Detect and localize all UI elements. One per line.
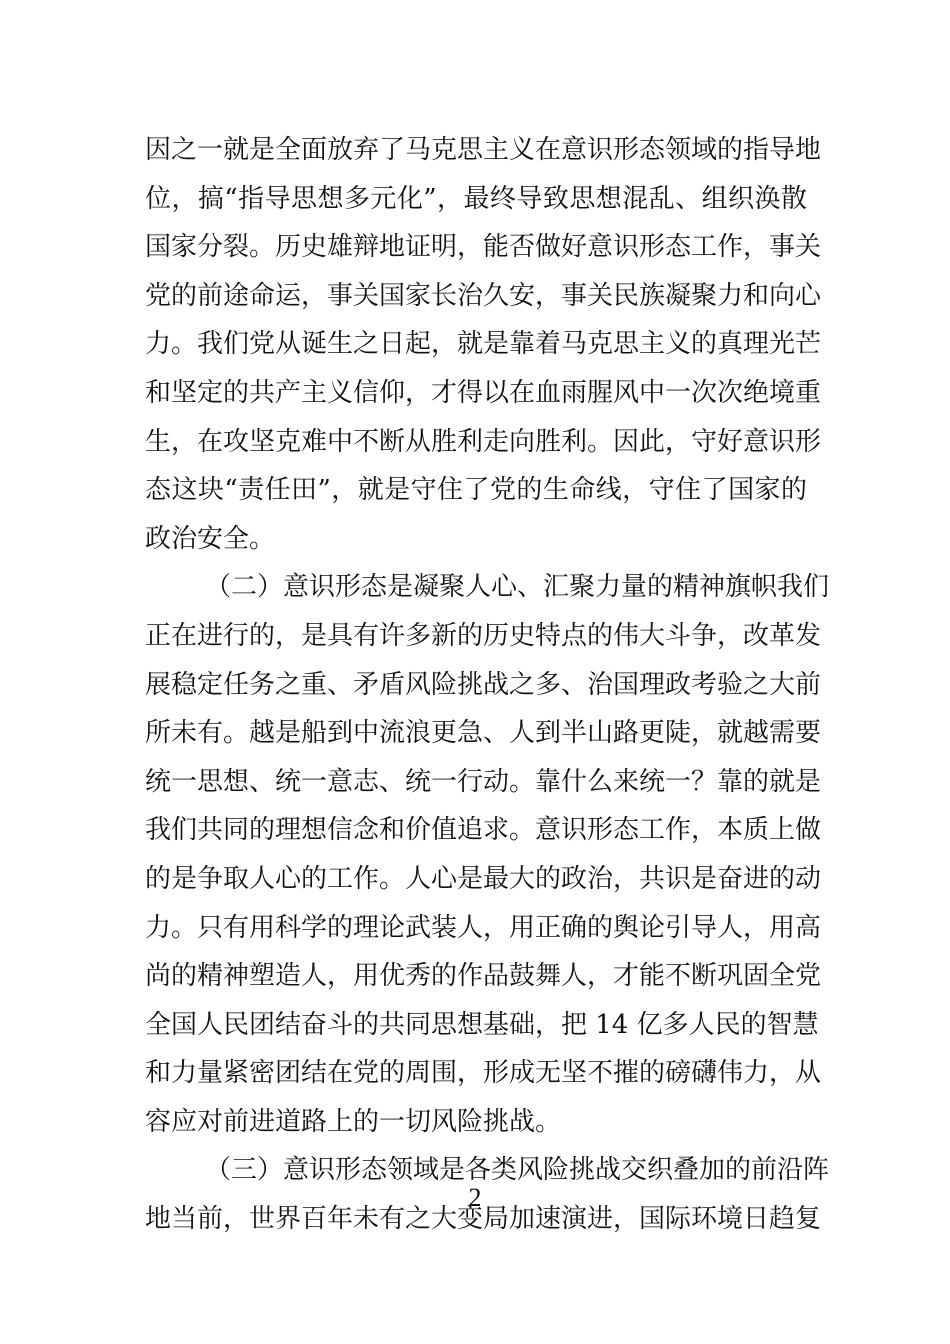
text-line: 展稳定任务之重、矛盾风险挑战之多、治国理政考验之大前 [145,669,822,700]
text-line: 位，搞“指导思想多元化”，最终导致思想混乱、组织涣散 [145,183,807,214]
paragraph-1 [145,126,822,563]
text-line: 所未有。越是船到中流浪更急、人到半山路更陡，就越需要 [145,718,822,749]
document-body [145,126,830,1244]
text-line: 尚的精神塑造人，用优秀的作品鼓舞人，才能不断巩固全党 [145,961,822,992]
text-line: 统一思想、统一意志、统一行动。靠什么来统一？靠的就是 [145,766,822,797]
text-line: 全国人民团结奋斗的共同思想基础，把 14 亿多人民的智慧 [145,1009,819,1040]
text-line: 地当前，世界百年未有之大变局加速演进，国际环境日趋复 [145,1204,822,1235]
paragraph-2 [145,563,830,1146]
text-line: 和坚定的共产主义信仰，才得以在血雨腥风中一次次绝境重 [145,377,822,408]
page-number: 2 [468,1183,482,1212]
text-line: 国家分裂。历史雄辩地证明，能否做好意识形态工作，事关 [145,232,822,263]
text-line: 和力量紧密团结在党的周围，形成无坚不摧的磅礴伟力，从 [145,1058,822,1089]
text-line: 力。只有用科学的理论武装人，用正确的舆论引导人，用高 [145,912,822,943]
section-heading-line: （三）意识形态领域是各类风险挑战交织叠加的前沿阵 [205,1155,830,1186]
text-line: 力。我们党从诞生之日起，就是靠着马克思主义的真理光芒 [145,329,822,360]
text-line: 生，在攻坚克难中不断从胜利走向胜利。因此，守好意识形 [145,426,822,457]
text-line: 态这块“责任田”，就是守住了党的生命线，守住了国家的 [145,475,807,506]
section-heading-line: （二）意识形态是凝聚人心、汇聚力量的精神旗帜我们 [205,572,830,603]
text-line: 党的前途命运，事关国家长治久安，事关民族凝聚力和向心 [145,280,822,311]
text-line: 正在进行的，是具有许多新的历史特点的伟大斗争，改革发 [145,620,822,651]
text-line: 因之一就是全面放弃了马克思主义在意识形态领域的指导地 [145,135,822,165]
text-line: 的是争取人心的工作。人心是最大的政治，共识是奋进的动 [145,863,822,894]
text-line: 容应对前进道路上的一切风险挑战。 [145,1106,562,1137]
text-line: 我们共同的理想信念和价值追求。意识形态工作，本质上做 [145,815,822,846]
text-line: 政治安全。 [145,523,276,554]
